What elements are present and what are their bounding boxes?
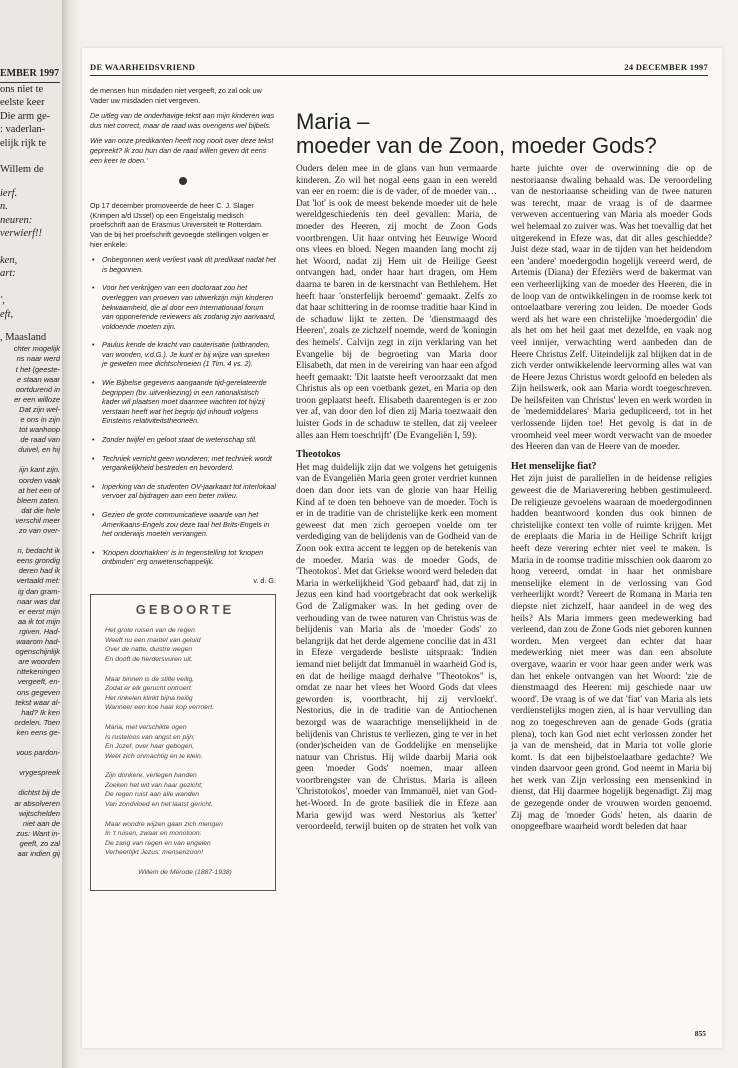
previous-page-line: Willem de bbox=[0, 164, 44, 176]
previous-page-line: ns naar werd bbox=[16, 354, 60, 364]
previous-page-line bbox=[0, 150, 60, 163]
statement-item: • Paulus kende de kracht van cauterisatie (uitbranden, van wonden, v.d.G.). Je kunt er bij wijze van spreken je geweten mee dichtschroeien (1 Tim. 4 vs. 2). bbox=[102, 340, 276, 369]
previous-page-line: duivel, en hij bbox=[18, 445, 60, 455]
statement-item: • Zonder twijfel en geloot staat de wetenschap stil. bbox=[102, 435, 276, 445]
previous-page-line: had? Ik ken bbox=[21, 707, 60, 717]
previous-page-small-fragments bbox=[0, 344, 60, 859]
article-body bbox=[296, 164, 712, 837]
article-paragraph: Het mag duidelijk zijn dat we volgens het getuigenis van de Evangeliën Maria geen groter verdriet kunnen doen dan door iets van de glorie van haar Heilig Kind af te doen ten behoeve van de moeder. Toch is er in de traditie van de christelijke kerk een moment geweest dat men zich geroepen voelde om ter verdediging van de belijdenis van de Godheid van de Zoon ook extra accent te leggen op de betekenis van de moeder. Maria was de moeder Gods, de 'Theotokos'. Met dat Griekse woord werd beleden dat Maria in werkelijkheid 'God gebaard' had, dat zij in Jezus een kind had voortgebracht dat ook werkelijk God de Zaligmaker was. In het geding over de verhouding van de twee naturen van Christus was de belijdenis van Maria als de 'moeder Gods' zo belangrijk dat het derde algemene concilie dat in 431 in Efeze vergaderde besliste uitspraak: 'Indien iemand niet belijdt dat Immanuël in waarheid God is, en dat de heilige maagd derhalve "Theotokos" is, omdat ze naar het vlees het Woord Gods dat vlees geworden is, voortbracht, hij zij vervloekt'. Nestorius, die in de traditie van de Antiochenen bezorgd was de waarachtige menselijkheid in de belijdenis van Christus te verliezen, ging te ver in het (onder)scheiden van de Goddelijke en menselijke natuur van Christus. Hij wilde daarbij Maria ook geen 'moeder Gods' noemen, maar alleen voortbrengster van de Christus. Maria is alleen 'Christotokos', moeder van Immanuël, niet van God-het-Woord. In de grote basiliek die in Efeze aan Maria gewijd was werd Nestorius als 'ketter' veroordeeld, terwijl buiten op de straten het volk van harte juichte over de overwinning die op de nestoriaanse dwaling behaald was. De veroordeling van de nestoriaanse scheiding van de twee naturen was terecht, maar de vraag is of de daarmee verweven accentuering van Maria als moeder Gods wel helemaal zo zuiver was. Was het toevallig dat het uitgerekend in Efeze was, dat dit alles geschiedde? Juist deze stad, waar in de tijden van het heidendom een 'andere' moedergodin hogelijk vereerd werd, de Artemis (Diana) der Efeziërs werd de bakermat van een verheerlijking van de moeder des Heeren, die in de loop van de ontwikkelingen in de roomse kerk tot ontoelaatbare verering zou leiden. De moeder Gods werd als het ware een christelijke 'moedergodin' die als het om het heil gaat met dezelfde, en vaak nog veel innijer, verwachting werd aanbeden dan de Heere Christus Zelf. Uiteindelijk zal blijken dat in de zich verder ontwikkelende leervorming alles wat van de Heere Jezus Christus wordt geloofd en beleden als Zijn heilswerk, ook aan Maria wordt toegeschreven. De heilsfeiten van Christus' leven en werk worden in de 'medemiddelares' Maria gedupliceerd, tot in het verlossende lijden toe! Het gevolg is dat in de vroomheid veel meer wordt verwacht van de moeder des Heeren dan van de Heere van de moeder. bbox=[296, 164, 712, 833]
poem-line: Maar binnen is de stilte veilig, bbox=[105, 675, 195, 683]
poem-box bbox=[90, 594, 276, 891]
poem-line: Maria, met verschikte ogen bbox=[105, 723, 187, 731]
previous-page-line: geeft, zo zal bbox=[19, 838, 60, 848]
previous-page-line: at het een of bbox=[18, 485, 60, 495]
previous-page-line: dat die hele bbox=[21, 505, 60, 515]
statement-item: • Wie Bijbelse gegevens aangaande tijd-gerelateerde begrippen (bv. uitverkiezing) in een rationalistisch kader wil plaatsen moet daarmee wachten tot hij/zij verstaan heeft wat het begrip tijd inhoudt volgens Einsteins relativiteitstheorieën. bbox=[102, 378, 276, 426]
previous-page-line: e ons in zijn bbox=[20, 414, 60, 424]
previous-page-line: niet aan de bbox=[22, 818, 60, 828]
poem-line: Van zondvloed en het laatst gericht. bbox=[105, 801, 213, 809]
previous-page-line: naar was dat bbox=[17, 596, 60, 606]
previous-page-line: elijk rijk te bbox=[0, 137, 47, 149]
poem-line: Over de natte, duistre wegen bbox=[105, 646, 193, 654]
statements-list bbox=[90, 255, 276, 567]
previous-page-line: eft, bbox=[0, 308, 14, 320]
poem-stanza bbox=[105, 723, 265, 761]
poem-line: Weeft nu een mantel van geluid bbox=[105, 636, 201, 644]
article-paragraph: Ouders delen mee in de glans van hun vermaarde kinderen. Zo wil het nogal eens gaan in een wereld van eer en roem: die is de vader, of de moeder van… Dat 'lot' is ook de meest bekende moeder uit de hele wereldgeschiedenis ten deel gevallen: Maria, de moeder des Heeren, zij mocht de Zoon Gods voortbrengen. Uit haar ontving het Eeuwige Woord ons vlees en bloed. Negen maanden lang mocht zij het Woord, nadat zij Hem uit de Heilige Geest ontvangen had, onder haar hart dragen, om Hem daarna te baren in de kerstnacht van Bethlehem. Het heeft haar 'onsterfelijk beroemd' gemaakt. Zelfs zo dat haar schittering in de roomse traditie haar Kind in de schaduw lijkt te zetten. De 'dienstmaagd des Heeren', zoals ze zichzelf noemde, werd de 'koningin des hemels'. Calvijn zegt in zijn verklaring van het Evangelie bij de begroeting van Maria door Elisabeth, dat men in de vereiring van haar een afgod heeft gemaakt: 'Dit laatste heeft veroorzaakt dat men Christus als op een voetbank gezet, en Maria op den troon geplaatst heeft. Elisabeth daarentegen is er zoo ver af, van door den lof dien zij Maria toezwaait den luister Gods in de schaduw te stellen, dat zij veeleer alles aan Hem toeschrijft' (De Evangeliën I, 59). bbox=[296, 164, 497, 441]
poem-line: De zang van regen en van engelen bbox=[105, 839, 211, 847]
poem-line: Is rusteloos van angst en pijn; bbox=[105, 733, 195, 741]
previous-page-strip bbox=[0, 60, 60, 1060]
poem-line: De regen ruist aan alle wanden bbox=[105, 791, 200, 799]
previous-page-line: verschil meer bbox=[15, 515, 60, 525]
previous-page-line: Die arm ge- bbox=[0, 110, 51, 122]
previous-page-line: art: bbox=[0, 268, 16, 280]
poem-author: Willem de Mérode (1887-1938) bbox=[138, 869, 232, 877]
poem-line: Verheerlijkt Jezus: mensenzoon! bbox=[105, 849, 203, 857]
previous-page-line bbox=[0, 281, 60, 294]
previous-page-line: zo van over- bbox=[18, 526, 60, 535]
previous-page-line: t het (geeste- bbox=[15, 364, 60, 374]
previous-page-line: ar absolveren bbox=[14, 798, 60, 808]
previous-page-line: vous pardon- bbox=[16, 748, 60, 758]
poem-stanza bbox=[105, 675, 265, 713]
previous-page-line: ken, bbox=[0, 254, 18, 266]
sidebar-signature: v. d. G. bbox=[253, 575, 276, 585]
statement-item: • 'Knopen doorhakken' is in tegenstelling tot 'knopen ontbinden' erg onwetenschappelijk. bbox=[102, 548, 276, 567]
previous-page-line: bleem zaten. bbox=[17, 495, 60, 505]
article-title-line-1: Maria – bbox=[296, 109, 370, 134]
previous-page-line: dichtst bij de bbox=[18, 788, 60, 798]
statement-item: • Techniek verricht geen wonderen; met techniek wordt vergankelijkheid bestreden en bevorderd. bbox=[102, 454, 276, 473]
magazine-page bbox=[82, 48, 722, 1048]
previous-page-line: ons gegeven bbox=[17, 687, 60, 697]
previous-page-line: er een willoze bbox=[14, 394, 60, 404]
poem-line: Zodat er elk gerucht ontroert: bbox=[105, 685, 193, 693]
previous-page-line: ken eens ge- bbox=[16, 727, 60, 737]
previous-page-line: nttekeningen bbox=[17, 667, 60, 677]
article-paragraph: Het zijn juist de parallellen in de heidense religies geweest die de Mariaverering hebben gestimuleerd. De religieuze gevoelens waaraan de moedergodinnen hadden beantwoord konden dus ook binnen de christelijke context ten volle of ruimte krijgen. Met de ereplaats die Maria in de Heilige Schrift krijgt heeft deze verering echter niet veel te maken. Is Maria in de roomse traditie misschien ook daarom zo hoog vereerd, omdat in haar het onmisbare menselijke element in de verlossing van God verheerlijkt wordt? Vereert de Romana in Maria ten diepste niet zichzelf, haar aandeel in de weg des heils? Als Maria immers geen medewerking had verleend, dan zou de Zone Gods niet geboren kunnen worden. Men vergeet dan echter dat haar medewerking niet meer was dan een absolute overgave, waarin er voor haar geen ander werk was dan het enkele ontvangen van het Woord: 'zie de dienstmaagd des Heeren: mij geschiede naar uw woord'. De vraag is of we dat 'fiat' van Maria als iets verdienstelijks mogen zien, al is haar vervulling dan nog zo toegeschreven aan de genade Gods (gratia plena), toch kan God niet echt verlossen zonder het ja van de mensheid, dat in Maria tot volle glorie komt. Is dat een bijbelstoelaatbare gedachte? We vinden daarvoor geen grond. God neemt in Maria bij het werk van Zijn verlossing een mensenkind in dienst, dat Hij daarmee hogelijk begenadigt. Zij mag de gezegende onder de vrouwen worden genoemd. Zij mag de 'moeder Gods' heten, als daarin de onopgeefbare waarheid wordt beleden dat haar bbox=[511, 474, 712, 833]
publication-name: DE WAARHEIDSVRIEND bbox=[90, 62, 196, 72]
previous-page-line: ig dan gram- bbox=[17, 586, 60, 596]
poem-line: Zoeken het wit van haar gezicht; bbox=[105, 781, 203, 789]
issue-date: 24 DECEMBER 1997 bbox=[624, 62, 708, 72]
previous-page-line: n, bedacht ik bbox=[17, 546, 60, 556]
statement-item: • Gezien de grote communicatieve waarde van het Amerikaans-Engels zou deze taal het Brits-Engels in het onderwijs moeten vervangen. bbox=[102, 510, 276, 539]
sidebar-intro-italic: De uitleg van de onderhavige tekst aan mijn kinderen was dus niet correct, maar de raad was overigens wel bijbels. bbox=[90, 111, 275, 130]
previous-page-line: ierf. bbox=[0, 187, 18, 199]
previous-page-line: ogenschijnlijk bbox=[15, 647, 60, 657]
section-heading: Theotokos bbox=[296, 449, 341, 461]
previous-page-line bbox=[0, 738, 60, 748]
previous-page-line: chter mogelijk bbox=[13, 344, 60, 354]
previous-page-line: Dat zijn wel- bbox=[19, 404, 60, 414]
previous-page-line: aar indien gij bbox=[17, 849, 60, 858]
previous-page-line: vrygespreek bbox=[19, 768, 60, 778]
previous-page-line bbox=[0, 536, 60, 546]
poem-line: Weet zich onmachtig en te klein. bbox=[105, 752, 203, 760]
previous-page-line: deren had ik bbox=[18, 566, 60, 576]
previous-page-line: eelste keer bbox=[0, 97, 45, 109]
poem-stanza bbox=[105, 771, 265, 809]
sidebar-intro: de mensen hun misdaden niet vergeeft, zo zal ook uw Vader uw misdaden niet vergeven. bbox=[90, 86, 262, 105]
statement-item: • Onbegonnen werk verliest vaak dit predikaat nadat het is begonnen. bbox=[102, 255, 276, 274]
running-header bbox=[90, 62, 708, 76]
poem-line: Het grote ruisen van de regen bbox=[105, 627, 195, 635]
poem-stanza bbox=[105, 626, 265, 664]
previous-page-place: , Maasland bbox=[0, 331, 47, 343]
previous-page-line: zus: Want in- bbox=[16, 828, 60, 838]
previous-page-line: rgiven. Had- bbox=[19, 626, 60, 636]
previous-page-line bbox=[0, 455, 60, 465]
sidebar-column bbox=[90, 86, 276, 891]
article-title-line-2: moeder van de Zoon, moeder Gods? bbox=[296, 133, 657, 158]
previous-page-line: er eerst mijn bbox=[18, 606, 60, 616]
previous-page-header: EMBER 1997 bbox=[0, 60, 60, 83]
page-fold bbox=[62, 0, 82, 1068]
previous-page-line bbox=[0, 778, 60, 788]
section-heading: Het menselijke fiat? bbox=[511, 460, 597, 472]
previous-page-line: eens grondig bbox=[16, 556, 60, 566]
previous-page-line: aa ik tot mijn bbox=[17, 616, 60, 626]
previous-page-line bbox=[0, 758, 60, 768]
article-title bbox=[296, 110, 657, 158]
previous-page-line: iijn kant zijn. bbox=[19, 465, 60, 475]
previous-page-line bbox=[0, 240, 60, 253]
poem-stanza bbox=[105, 820, 265, 858]
previous-page-line: are woorden bbox=[18, 657, 60, 667]
poem-line: En Jozef, over haar gebogen, bbox=[105, 743, 195, 751]
previous-page-line: tekst waar al- bbox=[15, 697, 60, 707]
previous-page-line: tot wanhoop bbox=[19, 425, 60, 435]
previous-page-line: wijtschelden bbox=[19, 808, 60, 818]
statement-item: • Voor het verkrijgen van een doctoraat zou het overleggen van proeven van uitwerkzijn mijn kinderen bekwaamheid, die al door een internationaal forum van opponerende reviewers als zodanig zijn aanvaard, voldoende moeten zijn. bbox=[102, 283, 276, 331]
previous-page-line: oorden vaak bbox=[18, 475, 60, 485]
poem-line: Wanneer een koe haar kop verroert. bbox=[105, 704, 215, 712]
previous-page-line: ons niet te bbox=[0, 84, 44, 95]
separator-dot-icon bbox=[179, 177, 187, 185]
previous-page-line: ordelen. Toen bbox=[14, 717, 60, 727]
poem-line: In 't ruisen, zwaar en monotoon: bbox=[105, 830, 202, 838]
previous-page-line: verwierf!! bbox=[0, 228, 42, 240]
poem-line: Maar wondre wijzen gaan zich mengen bbox=[105, 820, 223, 828]
statement-item: • Inperking van de studenten OV-jaarkaart tot interlokaal vervoer zal bijdragen aan een beter milieu. bbox=[102, 482, 276, 501]
poem-line: Het rinkelen klinkt bijna heilig bbox=[105, 694, 193, 702]
previous-page-line: neuren: bbox=[0, 214, 33, 226]
previous-page-fragments bbox=[0, 83, 60, 331]
previous-page-line: : vaderlan- bbox=[0, 124, 46, 136]
previous-page-line: n. bbox=[0, 201, 8, 213]
poem-title: GEBOORTE bbox=[135, 601, 235, 617]
page-number: 855 bbox=[694, 1029, 706, 1038]
poem-stanzas bbox=[105, 626, 265, 858]
previous-page-line: ', bbox=[0, 295, 5, 307]
previous-page-line: vergeeft, en- bbox=[17, 677, 60, 687]
previous-page-line: vertaald met: bbox=[16, 576, 60, 586]
poem-line: Zijn donkere, verlegen handen bbox=[105, 772, 197, 780]
previous-page-line: e staan waar bbox=[17, 374, 60, 384]
previous-page-line: de raad van bbox=[20, 435, 60, 445]
previous-page-line: oortdurend in bbox=[15, 384, 60, 394]
poem-line: En dooft de herdersvuren uit. bbox=[105, 655, 193, 663]
promotion-notice: Op 17 december promoveerde de heer C. J. Slager (Krimpen a/d IJssel) op een Engelstalig medisch proefschrift aan de Erasmus Universiteit te Rotterdam. Van de bij het proefschrift gevoegde stellingen volgen er hier enkele: bbox=[90, 201, 269, 249]
sidebar-intro-italic: Wie van onze predikanten heeft nog nooit over deze tekst gepreekt? Ik zou hun dan de raad willen geven dit eens een keer te doen.' bbox=[90, 136, 274, 165]
previous-page-line: waarom had- bbox=[16, 637, 60, 647]
